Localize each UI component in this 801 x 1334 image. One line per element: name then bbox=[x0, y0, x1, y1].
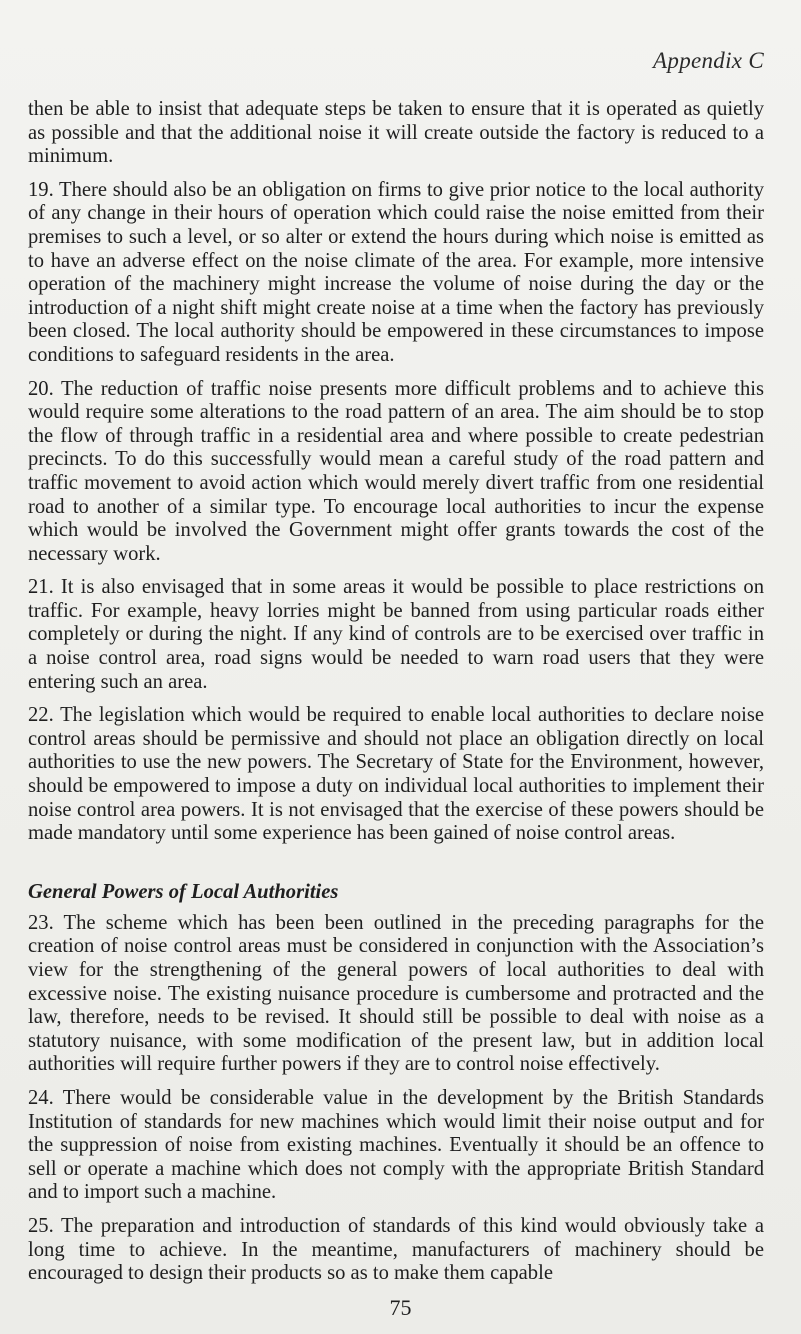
paragraph-20: 20. The reduction of traffic noise presents more difficult problems and to achieve this would require some alterations to the road pattern of an area. The aim should be to stop the flow of through traffic in a residential area and where possible to create pedestrian precincts. To do this successfully would mean a careful study of the road pattern and traffic movement to avoid action which would merely divert traffic from one residential road to another of a similar type. To encourage local authorities to incur the expense which would be involved the Government might offer grants towards the cost of the necessary work. bbox=[28, 377, 764, 565]
paragraph-25: 25. The preparation and introduction of standards of this kind would obviously take a long time to achieve. In the meantime, manufacturers of machinery should be encouraged to design their products so as to make them capable bbox=[28, 1214, 764, 1285]
running-head: Appendix C bbox=[653, 48, 764, 73]
paragraph-23: 23. The scheme which has been been outlined in the preceding paragraphs for the creation of noise control areas must be considered in conjunction with the Association’s view for the strengthening of the general powers of local authorities to deal with excessive noise. The existing nuisance procedure is cumbersome and protracted and the law, therefore, needs to be revised. It should still be possible to deal with noise as a statutory nuisance, with some modification of the present law, but in addition local authorities will require further powers if they are to control noise effectively. bbox=[28, 911, 764, 1076]
page-number: 75 bbox=[389, 1295, 412, 1320]
paragraph-continuation: then be able to insist that adequate steps be taken to ensure that it is operated as quietly as possible and that the additional noise it will create outside the factory is reduced to a minimum. bbox=[28, 98, 764, 168]
paragraph-22: 22. The legislation which would be required to enable local authorities to declare noise control areas should be permissive and should not place an obligation directly on local authorities to use the new powers. The Secretary of State for the Environment, however, should be empowered to impose a duty on individual local authorities to implement their noise control area powers. It is not envisaged that the exercise of these powers should be made mandatory until some experience has been gained of noise control areas. bbox=[28, 704, 764, 845]
body-text bbox=[28, 98, 764, 1296]
paragraph-24: 24. There would be considerable value in the development by the British Standards Institution of standards for new machines which would limit their noise output and for the suppression of noise from existing machines. Eventually it should be an offence to sell or operate a machine which does not comply with the appropriate British Standard and to import such a machine. bbox=[28, 1086, 764, 1204]
paragraph-19: 19. There should also be an obligation on firms to give prior notice to the local authority of any change in their hours of operation which could raise the noise emitted from their premises to such a level, or so alter or extend the hours during which noise is emitted as to have an adverse effect on the noise climate of the area. For example, more intensive operation of the machinery might increase the volume of noise during the day or the introduction of a night shift might create noise at a time when the factory has previously been closed. The local authority should be empowered in these circumstances to impose conditions to safeguard residents in the area. bbox=[28, 178, 764, 366]
section-heading: General Powers of Local Authorities bbox=[28, 880, 339, 903]
paragraph-21: 21. It is also envisaged that in some areas it would be possible to place restrictions on traffic. For example, heavy lorries might be banned from using particular roads either completely or during the night. If any kind of controls are to be exercised over traffic in a noise control area, road signs would be needed to warn road users that they were entering such an area. bbox=[28, 576, 764, 693]
